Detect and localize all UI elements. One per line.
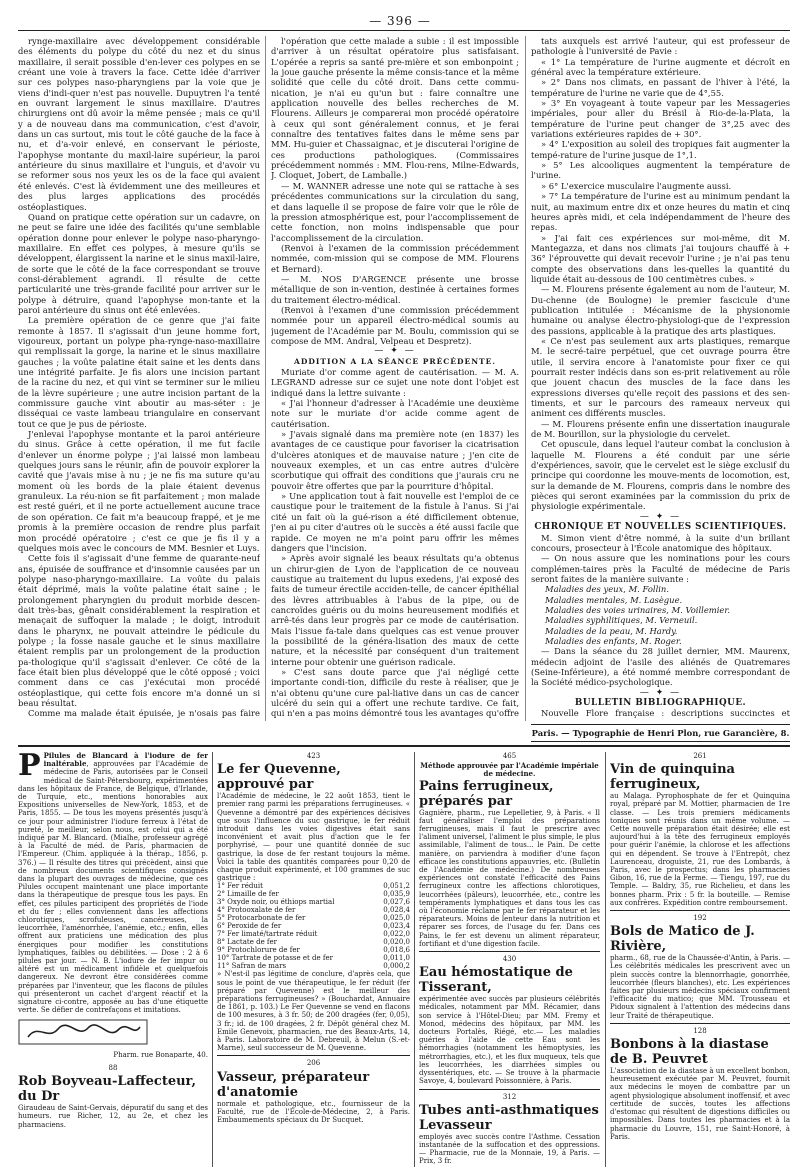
ad-number: 88 [108, 1064, 118, 1072]
table-row: 5° Protocarbonate de fer 0,025,0 [217, 914, 410, 923]
course-list [531, 584, 790, 646]
list-item: Maladies syphilitiques, M. Verneuil. [545, 615, 698, 626]
paragraph: J'enlevai l'apophyse montante et la paroi antérieure du sinus. Grâce à cette opération, il me fut facile d'enlever un énorme polype ; j'ai laissé mon lambeau quelques jours sans le réunir, afin de pouvoir explorer la cavité que j'avais mise à nu ; je ne fis ma suture qu'au moment où les bords de la plaie étaient devenus granuleux. La réu-nion se fit parfaitement ; mon malade est resté guéri, et il ne porte actuellement aucune trace de son opération. Ce fait m'a beaucoup frappé, et je me promis à la première occasion de rendre plus parfait mon procédé opératoire ; c'est ce que je fis il y a quelques mois avec le concours de MM. Besnier et Luys. [18, 429, 260, 553]
top-rule [18, 30, 790, 31]
paragraph: » 6° L'exercice musculaire l'augmente aussi. [541, 180, 732, 191]
paragraph: Cet opuscule, dans lequel l'auteur combat la conclusion à laquelle M. Flourens a été conduit par une série d'expériences, savoir, que le cervelet est le siège exclusif du principe qui coordonne les mouve-ments de locomotion, est, sur la demande de M. Flourens, compris dans le nombre des pièces qui seront examinées par la commission du prix de physiologie expérimentale. [531, 439, 790, 512]
ad-text: Giraudeau de Saint-Gervais, dépuratif du sang et des humeurs. rue Richer, 12, au 2e, et chez les pharmaciens. [18, 1104, 208, 1129]
ad-title: Bonbons à la diastase de B. Peuvret [610, 1037, 769, 1068]
ad-divider [605, 752, 606, 1167]
ad-gagniere [419, 752, 600, 1167]
ad-peuvret [610, 1023, 790, 1141]
ad-text: , approuvées par l'Académie de médecine de Paris, autorisées par le Conseil médical de Saint-Pétersbourg, expérimentées dans les hôpitaux de France, de Belgique, d'Irlande, de Turquie, etc., mentions honorables aux Expositions universelles de New-York, 1853, et de Paris, 1855. — De tous les moyens présentés jusqu'à ce jour pour administrer l'iodure ferreux à l'état de pureté, le meilleur, selon nous, est celui qui a été indiqué par M. Blancard. (Mialhe, professeur agrégé à la Faculté de méd. de Paris, pharmacien de l'Empereur. (Chim. appliquée à la thérap., 1856, p. 376.) — Il résulte des titres qui précèdent, ainsi que de nombreux documents scientifiques consignés dans la plupart des ouvrages de médecine, que ces Pilules occupent maintenant une place importante dans la thérapeutique de presque tous les pays. En effet, ces pilules participent des propriétés de l'iode et du fer ; elles conviennent dans les affections chlorotiques, scrofuleuses, cancéreuses, la leucorrhée, l'aménorrhée, l'anémie, etc.; enfin, elles offrent aux praticiens une médication des plus énergiques pour modifier les constitutions lymphatiques, faibles ou débilitées. — Dose : 2 à 6 pilules par jour. — N. B. L'iodure de fer impur ou altéré est un médicament infidèle et quelquefois dangereux. Ne devront être considérées comme préparées par l'inventeur, que les flacons de pilules qui présenteront un cachet d'argent réactif et la signature ci-contre, apposée au bas d'une étiquette verte. Se défier de contrefaçons et imitations. [18, 760, 208, 1015]
ad-subtitle: Méthode approuvée par l'Académie impériale de médecine. [420, 761, 599, 779]
ad-number: 261 [693, 752, 707, 760]
ornament-rule: — ✦ — [374, 346, 416, 357]
paragraph: » C'est sans doute parce que j'ai négligé cette importante condi-tion, difficile du reste à réaliser, que je n'ai obtenu qu'une cure pal-liative dans un cas de cancer ulcéré du sein qui a offert une rechute tardive. Ce fait, qui n'en a pas moins démontré tous les avantages qu'offre [271, 666, 519, 719]
table-row: 8° Lactate de fer 0,020,0 [217, 938, 410, 947]
table-row: 9° Protochlorure de fer 0,018,6 [217, 946, 410, 955]
list-item: Maladies des yeux, M. Follin. [545, 584, 669, 595]
paragraph: » Une application tout à fait nouvelle est l'emploi de ce caustique pour le traitement de la fistule à l'anus. Si j'ai cité un fait où la gué-rison a été difficilement obtenue, j'en ai pu citer d'autres où le succès a été aussi facile que rapide. Ce moyen ne m'a point paru offrir les mêmes dangers que l'incision. [271, 491, 519, 553]
paragraph: — M. NOS D'ARGENCE présente une brosse métallique de son in-vention, destinée à certaines formes du traitement électro-médical. [271, 273, 519, 305]
table-row: 6° Peroxide de fer 0,023,4 [217, 922, 410, 931]
table-row: 10° Tartrate de potasse et de fer 0,011,0 [217, 954, 410, 963]
ad-number: 465 [502, 752, 517, 760]
paragraph: Comme ma malade était épuisée, je n'osais pas faire [28, 708, 260, 719]
paragraph: l'opération que cette malade a subie : il est impossible d'arriver à un résultat opératoire plus satisfaisant. L'opérée a repris sa santé pre-mière et son embonpoint ; la joue gauche présente la même consis-tance et la même solidité que celle du côté droit. Dans cette commu-nication, je n'ai eu qu'un but : faire connaître une application nouvelle des belles recherches de M. Flourens. Ailleurs je comparerai mon procédé opératoire à ceux qui sont généralement connus, et je ferai connaître des tentatives faites dans le même sens par MM. Hu-guier et Chassaignac, et je discuterai l'origine de ces productions pathologiques. (Commissaires précédemment nommés : MM. Flou-rens, Milne-Edwards, J. Cloquet, Jobert, de Lamballe.) [271, 36, 519, 181]
paragraph: — M. WANNER adresse une note qui se rattache à ses précédentes communications sur la circulation du sang, et dans laquelle il se propose de faire voir que le rôle de la pression atmosphérique est, pour l'accomplissement de cette fonction, non moins indispensable que pour l'accomplissement de la circulation. [271, 180, 519, 243]
iron-table [217, 882, 410, 970]
paragraph: Quand on pratique cette opération sur un cadavre, on ne peut se faire une idée des facilités qu'une semblable opération donne pour enlever le polype naso-pharyngo-maxillaire. En effet ces polypes, à mesure qu'ils se développent, élargissent la narine et le sinus maxil-laire, de sorte que le côté de la face correspondant se trouve consi-dérablement agrandi. Il résulte de cette particularité une très-grande facilité pour arriver sur le polype à détruire, quand l'apophyse mon-tante et la paroi antérieure du sinus ont été enlevées. [18, 211, 260, 315]
ad-title: Eau hémostatique de Tisserant, [419, 965, 573, 996]
ad-text: l'Académie de médecine, le 22 août 1853, tient le premier rang parmi les préparations ferrugineuses. « Quevenne a démontré par des expériences décisives que sous l'influence du suc gastrique, le fer réduit introduit dans les voies digestives était sans inconvénient et avait plus d'action que le fer porphyrisé, — pour une quantité donnée de suc gastrique, la dose de fer restant toujours la même. Voici la table des quantités comparées pour 0,20 de chaque produit expérimenté, et 100 grammes de suc gastrique : [217, 792, 410, 883]
ornament-rule: — ✦ — [639, 687, 682, 698]
paragraph: (Renvoi à l'examen de la commission précédemment nommée, com-mission qui se compose de MM. Flourens et Bernard). [271, 242, 519, 274]
paragraph: » 5° Les alcooliques augmentent la température de l'urine. [531, 160, 790, 181]
ad-divider [414, 752, 415, 1167]
ad-title: Rob Boyveau-Laffecteur, du Dr [18, 1074, 196, 1105]
section-title: BULLETIN BIBLIOGRAPHIQUE. [574, 698, 747, 708]
table-row: 3° Oxyde noir, ou éthiops martial 0,027,6 [217, 898, 410, 907]
ad-number: 192 [693, 914, 707, 923]
section-title: ADDITION A LA SÉANCE PRÉCÉDENTE. [294, 356, 496, 366]
ad-number: 128 [693, 1026, 707, 1035]
ad-blancard [18, 752, 208, 1058]
paragraph: » 4° L'exposition au soleil des tropiques fait augmenter la tempé-rature de l'urine jusque de 1°,1. [531, 139, 790, 160]
ad-number: 430 [502, 955, 517, 964]
ad-number: 206 [306, 1059, 321, 1068]
ads-top-rule [18, 745, 790, 747]
ad-title: Pilules de Blancard à l'iodure de fer inaltérable [43, 752, 208, 769]
column-3 [531, 36, 790, 719]
paragraph: » J'avais signalé dans ma première note (en 1837) les avantages de ce caustique pour favoriser la cicatrisation d'ulcères atoniques et de mauvaise nature ; j'en cite de nouveaux exemples, et un cas entre autres d'ulcère scorbutique qui offrait des conditions que j'aurais cru ne pouvoir être offertes que par la pourriture d'hôpital. [271, 429, 519, 491]
paragraph: » Après avoir signalé les beaux résultats qu'a obtenus un chirur-gien de Lyon de l'application de ce nouveau caustique au traitement du lupus exedens, j'ai exposé des faits de tumeur érectile acciden-telle, de cancer épithélial des lèvres attribuables à l'abus de la pipe, ou de cancroïdes guéris ou du moins heureusement modifiés et arrê-tés dans leur progrès par ce mode de cautérisation. Mais l'issue fa-tale dans quelques cas est venue prouver la possibilité de la généra-lisation des maux de cette nature, et la nécessité par conséquent d'un traitement interne pour obtenir une guérison radicale. [271, 553, 519, 667]
paragraph: — M. Flourens présente enfin une dissertation inaugurale de M. Bourillon, sur la physiologie du cervelet. [531, 418, 790, 440]
ad-divider [212, 752, 213, 1167]
paragraph: — M. Flourens présente également au nom de l'auteur, M. Du-chenne (de Boulogne) le premier fascicule d'une publication intitulée : Mécanisme de la physionomie humaine ou analyse électro-physiologi-que de l'expression des passions, applicable à la pratique des arts plastiques. [531, 284, 790, 336]
ad-vasseur [217, 1055, 410, 1124]
signature-image [18, 1019, 148, 1045]
drop-cap: P [18, 752, 41, 783]
ad-mottier [610, 752, 790, 1167]
paragraph: La première opération de ce genre que j'ai faite remonte à 1857. Il s'agissait d'un jeune homme fort, vigoureux, portant un polype pha-rynge-naso-maxillaire qui remplissait la gorge, la narine et le sinus maxillaire gauches ; la voûte palatine était saine et les dents dans une intégrité parfaite. Je fis alors une incision partant de la racine du nez, et qui vint se terminer sur le milieu de la lèvre supérieure ; une autre incision partant de la commissure gauche vint aboutir au mas-séter : je disséquai ce vaste lambeau triangulaire en conservant tout ce que je pus de périoste. [18, 315, 260, 429]
section-title: CHRONIQUE ET NOUVELLES SCIENTIFIQUES. [534, 522, 787, 533]
paragraph: « Ce n'est pas seulement aux arts plastiques, remarque M. le secré-taire perpétuel, que cet ouvrage pourra être utile, il servira encore à l'anatomiste pour fixer ce qui pourrait rester indécis dans son es-prit relativement au rôle que jouent chacun des muscles de la face dans les expressions diverses qu'elle reçoit des passions et des sen-timents, et sur le parcours des rameaux nerveux qui animent ces différents muscles. [531, 335, 790, 419]
ad-title: Vasseur, préparateur d'anatomie [217, 1069, 370, 1100]
paragraph: » J'ai fait ces expériences sur moi-même, dit M. Mantegazza, et dans nos climats j'ai toujours chauffé à + 36° l'éprouvette qui devait recevoir l'urine ; je n'ai pas tenu compte des observations dans les-quelles la quantité du liquide était au-dessous de 100 centimètres cubes. » [531, 232, 790, 284]
paragraph: Cette fois il s'agissait d'une femme de quarante-neuf ans, épuisée de souffrance et d'insomnie causées par un polype naso-pharyngo-maxillaire. La voûte du palais était déprimé, mais la voûte palatine était saine ; le prolongement pharyngien du produit morbide descen-dait très-bas, gênait considérablement la respiration et menaçait de suffoquer la malade ; le doigt, introduit dans le pharynx, ne pouvait atteindre le pédicule du polype ; la fosse nasale gauche et le sinus maxillaire étaient remplis par un prolongement de la production pa-thologique qu'il s'agissait d'enlever. Ce côté de la face était bien plus développé que le côté opposé ; voici comment dans ce cas j'exécutai mon procédé ostéoplastique, qui cette fois encore m'a donné un si beau résultat. [18, 553, 260, 708]
ad-title: Tubes anti-asthmatiques Levasseur [419, 1102, 599, 1133]
printer-line: Paris. — Typographie de Henri Plon, rue Garancière, 8. [531, 724, 790, 742]
ad-text: employés avec succès contre l'Asthme. Cessation instantanée de la suffocation et des oppressions. — Pharmacie, rue de la Monnaie, 19, à Paris. — Prix, 3 fr. [419, 1132, 600, 1166]
ad-text: » N'est-il pas légitime de conclure, d'après cela, que sous le point de vue thérapeutique, le fer réduit (fer préparé par Quevenne) est le meilleur des préparations ferrugineuses? » (Bouchardat, Annuaire de 1861, p. 103.) Le Fer Quevenne se vend en flacons de 100 mesures, à 3 fr. 50; de 200 dragées (fer, 0,05), 3 fr.; id. de 100 dragées, 2 fr. Dépôt général chez M. Emile Genevoix, pharmacien, rue des Beaux-Arts, 14, à Paris. Laboratoire de M. Debreuil, à Melun (S.-et-Marne), seul successeur de M. Quevenne. [217, 970, 410, 1053]
ad-text: normale et pathologique, etc., fournisseur de la Faculté, rue de l'École-de-Médecine, 2, à Paris. Embaumements spéciaux du Dr Sucquet. [217, 1099, 410, 1125]
paragraph: M. Simon vient d'être nommé, à la suite d'un brillant concours, prosecteur à l'École anatomique des hôpitaux. [531, 532, 790, 553]
paragraph: — Dans la séance du 28 juillet dernier, MM. Maurenx, médecin adjoint de l'asile des aliénés de Quatremares (Seine-Inférieure), a été nommé membre correspondant de la Société médico-psychologique. [531, 646, 790, 688]
column-1 [18, 36, 260, 719]
list-item: Maladies de la peau, M. Hardy. [545, 625, 678, 636]
table-row: 4° Protooxalate de fer 0,028,4 [217, 906, 410, 915]
paragraph: » 2° Dans nos climats, en passant de l'hiver à l'été, la température de l'urine ne varie que de 4°,55. [531, 77, 790, 98]
ad-address: Pharm. rue Bonaparte, 40. [113, 1050, 208, 1058]
paragraph: « 1° La température de l'urine augmente et décroît en général avec la température extérieure. [531, 56, 790, 78]
table-row: 7° Fer limaté/tartrate réduit 0,022,0 [217, 930, 410, 939]
list-item: Maladies des enfants, M. Roger. [545, 635, 682, 646]
ad-text: expérimentée avec succès par plusieurs célébrités médicales, notamment par MM. Récamier, dans son service à l'Hôtel-Dieu; par MM. Fremy et Monod, médecins des hôpitaux, par MM. les docteurs Portalès, Riégé, etc.— Les maladies guéries à l'aide de cette Eau sont les hémorrhagies (notamment les hémoptysies, les métrorrhagies, etc.), et les flux muqueux, tels que les leucorrhées, les diarrhées simples ou dyssentériques, etc. — Se trouve à la pharmacie Savoye, 4, boulevard Poissonnière, à Paris. [419, 995, 600, 1086]
paragraph: Muriate d'or comme agent de cautérisation. — M. A. LEGRAND adresse sur ce sujet une note dont l'objet est indiqué dans la lettre suivante : [271, 367, 519, 398]
ad-title: Le fer Quevenne, approuvé par [217, 762, 341, 793]
paragraph: » 3° En voyageant à toute vapeur par les Messageries impériales, pour aller du Brésil à Rio-de-la-Plata, la température de l'urine peut changer de 3°,25 avec des variations extérieures rapides de + 30°. [531, 98, 790, 140]
ad-tisserant [419, 951, 600, 1085]
ad-number: 312 [502, 1092, 517, 1101]
column-divider [525, 36, 526, 721]
ornament-rule: — ✦ — [639, 511, 682, 522]
ad-title: Bols de Matico de J. Rivière, [610, 924, 755, 955]
ad-text: Gagnière, pharm., rue Lepelletier, 9, à Paris. « Il faut généraliser l'emploi des préparations ferrugineuses, mais il faut le prescrire avec l'aliment universel, l'aliment le plus simple, le plus assimilable, l'aliment de tous... le Pain. De cette manière, on parviendra à modifier d'une façon efficace les constitutions appauvries, etc. (Bulletin de l'Académie de médecine.) De nombreuses expériences ont constaté l'efficacité des Pains ferrugineux contre les affections chlorotiques, leucorrhées (pâleurs), leucorrhée, etc., contre les tempéraments lymphatiques et dans tous les cas où l'économie réclame par le fer réparateur et les réparateurs. Moins de lenteur dans la nutrition et réparer ses forces, de l'usage du fer. Dans ces Pains, le fer est devenu un aliment réparateur, fortifiant et d'une digestion facile. [419, 808, 600, 948]
paragraph: (Renvoi à l'examen d'une commission précédemment nommée pour un appareil électro-médical soumis au jugement de l'Académie par M. Boulu, commission qui se compose de MM. Andral, Velpeau et Despretz). [271, 304, 519, 346]
paragraph: » 7° La température de l'urine est au minimum pendant la nuit, au maximum entre dix et onze heures du matin et cinq heures après midi, et cela indépendamment de l'heure des repas. [531, 191, 790, 233]
ad-number: 423 [306, 752, 321, 760]
ad-boyveau [18, 1064, 208, 1167]
paragraph: tats auxquels est arrivé l'auteur, qui est professeur de pathologie à l'université de Pavie : [531, 36, 790, 57]
ad-text: pharm., 68, rue de la Chaussée-d'Antin, à Paris. — Les célébrités médicales les prescrivent avec un plein succès contre la blennorrhagie, gonorrhée, leucorrhée (fleurs blanches), etc. Les expériences faites par plusieurs médecins spéciaux confirment l'efficacité du matico; que MM. Trousseau et Pidoux signalent à l'attention des médecins dans leur Traité de thérapeutique. [610, 954, 790, 1020]
ad-riviere [610, 910, 790, 1020]
paragraph: « J'ai l'honneur d'adresser à l'Académie une deuxième note sur le muriate d'or acide comme agent de cautérisation. [271, 398, 519, 429]
paragraph: Nouvelle Flore française : descriptions succinctes et [541, 708, 790, 719]
paragraph: — On nous assure que les nominations pour les cours complémen-taires près la Faculté de médecine de Paris seront faites de la manière suivante : [531, 553, 790, 584]
ad-text: L'association de la diastase à un excellent bonbon, heureusement exécutée par M. Peuvret, fournit aux médecins le moyen de combattre par un agent physiologique absolument inoffensif, et avec certitude de succès, toutes les affections d'estomac qui résultent de digestions difficiles ou impossibles. Dans toutes les pharmacies et à la pharmacie du Louvre, 151, rue Saint-Honoré, à Paris. [610, 1067, 790, 1141]
ad-title: Vin de quinquina ferrugineux, [610, 762, 735, 793]
column-divider [265, 36, 266, 721]
table-row: 11° Safran de mars 0,000,2 [217, 962, 410, 971]
ad-text: au Malaga. Pyrophosphate de fer et Quinquina royal, préparé par M. Mottier, pharmacien de 1re classe. — Les trois premiers médicaments toniques sont réunis dans un même volume. — Cette nouvelle préparation était désirée; elle est aujourd'hui à la tête des ferrugineux employés pour guérir l'anémie, la chlorose et les affections qui en dépendent. Se trouve à l'Entrepôt, chez Laurenceau, droguiste, 21, rue des Lombards, à Paris, avec le prospectus; dans les pharmacies Gibon, 16, rue de la Ferme. — Tiengu, 197, rue du Temple. — Baldry, 35, rue Richelieu, et dans les bonnes pharm. Prix : 5 fr. la bouteille. — Remise aux confrères. Expédition contre remboursement. [610, 792, 790, 907]
column-2 [271, 36, 519, 719]
table-row: 2° Limaille de fer 0,035,9 [217, 890, 410, 899]
ad-title: Pains ferrugineux, préparés par [419, 778, 554, 809]
page-number: — 396 — [369, 14, 431, 28]
ad-quevenne [217, 752, 410, 1167]
list-item: Maladies des voies urinaires, M. Voillemier. [545, 604, 731, 615]
paragraph: rynge-maxillaire avec développement considérable des éléments du polype du côté du nez et du sinus maxillaire, il serait possible d'en-lever ces polypes en se créant une voie à travers la face. Cette idée d'arriver sur ces polypes naso-pharyngiens par la voie que je viens d'indi-quer n'est pas nouvelle. Dupuytren l'a tenté en ouvrant largement le sinus maxillaire. D'autres chirurgiens ont dû avoir la même pensée ; mais ce qu'il y a de nouveau dans ma communication, c'est d'avoir, dans un cas surtout, mis tout le côté gauche de la face à nu, et d'a-voir enlevé, en conservant le périoste, l'apophyse montante du maxil-laire supérieur, la paroi antérieure du sinus maxillaire et l'unguis, et d'avoir vu se reformer sous nos yeux les os de la face qui avaient été enlevés. C'est là évidemment une des meilleures et des plus larges applications des procédés ostéoplastiques. [18, 36, 260, 212]
table-row: 1° Fer réduit 0,051,2 [217, 882, 410, 891]
list-item: Maladies mentales, M. Lasègue. [545, 594, 683, 605]
ad-levasseur [419, 1089, 600, 1166]
